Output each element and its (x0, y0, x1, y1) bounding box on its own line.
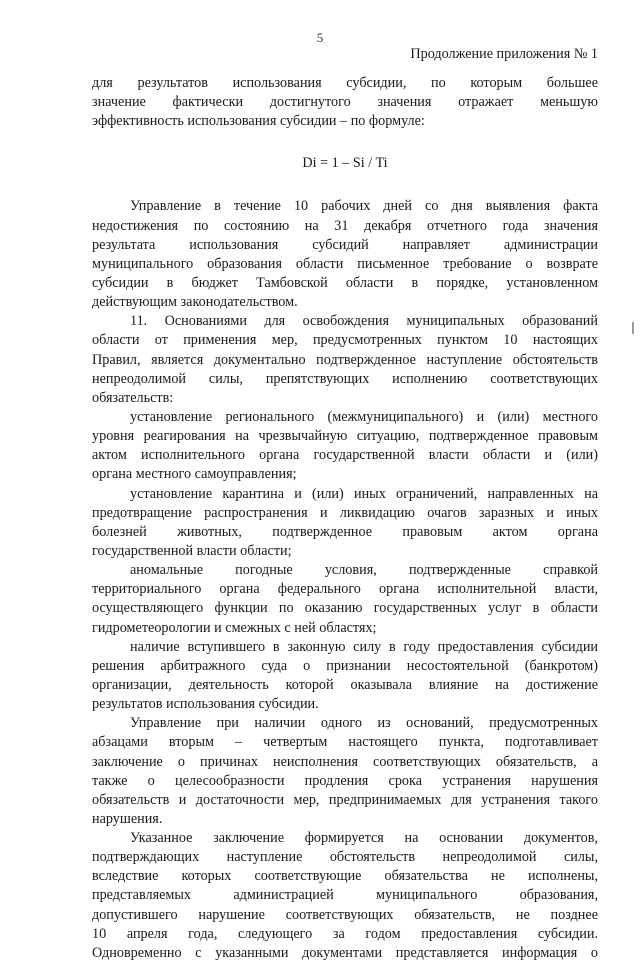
paragraph (92, 638, 598, 715)
text-line: актом исполнительного органа государственной власти области и (или) (92, 447, 598, 464)
text-line: представляемых администрацией муниципального образования, (92, 887, 598, 904)
text-line: уровня реагирования на чрезвычайную ситуацию, подтвержденное правовым (92, 428, 598, 445)
text-line: результата использования субсидий направляет администрации (92, 236, 598, 253)
paragraph (92, 714, 598, 829)
page-number: 5 (316, 30, 324, 45)
text-line: значение фактически достигнутого значения отражает меньшую (92, 94, 598, 111)
intro-paragraph (92, 74, 598, 131)
text-line: государственной власти области; (92, 542, 292, 559)
paragraph-list (92, 197, 598, 963)
text-line: для результатов использования субсидии, по которым большее (92, 75, 598, 91)
text-line: установление карантина и (или) иных ограничений, направленных на (130, 485, 598, 502)
text-line: области от применения мер, предусмотренных пунктом 10 настоящих (92, 332, 598, 349)
text-line: Управление при наличии одного из оснований, предусмотренных (130, 715, 598, 732)
text-line: территориального органа федерального органа исполнительной власти, (92, 581, 598, 598)
text-line: аномальные погодные условия, подтвержденные справкой (130, 562, 598, 579)
text-line: также о целесообразности продления срока устранения нарушения (92, 772, 598, 789)
text-line: вследствие которых соответствующие обязательства не исполнены, (92, 868, 598, 885)
formula: Di = 1 – Si / Ti (302, 155, 388, 172)
text-line: органа местного самоуправления; (92, 466, 297, 483)
text-line: установление регионального (межмуниципального) и (или) местного (130, 408, 598, 425)
text-line: заключение о причинах неисполнения соответствующих обязательств, а (92, 753, 598, 770)
paragraph (92, 561, 598, 638)
text-line: обязательств: (92, 389, 174, 406)
text-line: Указанное заключение формируется на основании документов, (130, 830, 598, 847)
paragraph (92, 197, 598, 312)
text-line: обязательств и достаточности мер, предпринимаемых для устранения такого (92, 791, 598, 808)
text-line: допустившего нарушение соответствующих обязательств, не позднее (92, 906, 598, 923)
text-line: Управление в течение 10 рабочих дней со дня выявления факта (130, 198, 598, 215)
paragraph (92, 485, 598, 562)
scan-edge-mark (632, 322, 634, 334)
text-line: муниципального образования области письменное требование о возврате (92, 255, 598, 272)
text-line: организации, деятельность которой оказывала влияние на достижение (92, 676, 598, 693)
text-line: предотвращение распространения и ликвидацию очагов заразных и иных (92, 504, 598, 521)
text-line: эффективность использования субсидии – по формуле: (92, 113, 425, 130)
appendix-continuation-note: Продолжение приложения № 1 (410, 46, 598, 62)
text-line: Одновременно с указанными документами представляется информация о (92, 944, 598, 961)
text-line: действующим законодательством. (92, 294, 298, 311)
text-line: 10 апреля года, следующего за годом предоставления субсидии. (92, 925, 598, 942)
text-line: осуществляющего функции по оказанию государственных услуг в области (92, 600, 598, 617)
text-line: непреодолимой силы, препятствующих исполнению соответствующих (92, 370, 598, 387)
text-line: абзацами вторым – четвертым настоящего пункта, подготавливает (92, 734, 598, 751)
text-line: подтверждающих наступление обстоятельств непреодолимой силы, (92, 849, 598, 866)
paragraph (92, 829, 598, 963)
text-line: 11. Основаниями для освобождения муниципальных образований (130, 313, 598, 330)
paragraph (92, 408, 598, 485)
paragraph (92, 312, 598, 408)
text-line: Правил, является документально подтвержденное наступление обстоятельств (92, 351, 598, 368)
text-line: недостижения по состоянию на 31 декабря отчетного года значения (92, 217, 598, 234)
text-line: гидрометеорологии и смежных с ней областях; (92, 619, 377, 636)
text-line: наличие вступившего в законную силу в году предоставления субсидии (130, 638, 598, 655)
text-line: результатов использования субсидии. (92, 696, 319, 713)
text-line: субсидии в бюджет Тамбовской области в порядке, установленном (92, 274, 598, 291)
text-line: нарушения. (92, 810, 163, 827)
text-line: болезней животных, подтвержденное правовым актом органа (92, 523, 598, 540)
text-line: решения арбитражного суда о признании несостоятельной (банкротом) (92, 657, 598, 674)
document-body (92, 74, 598, 963)
